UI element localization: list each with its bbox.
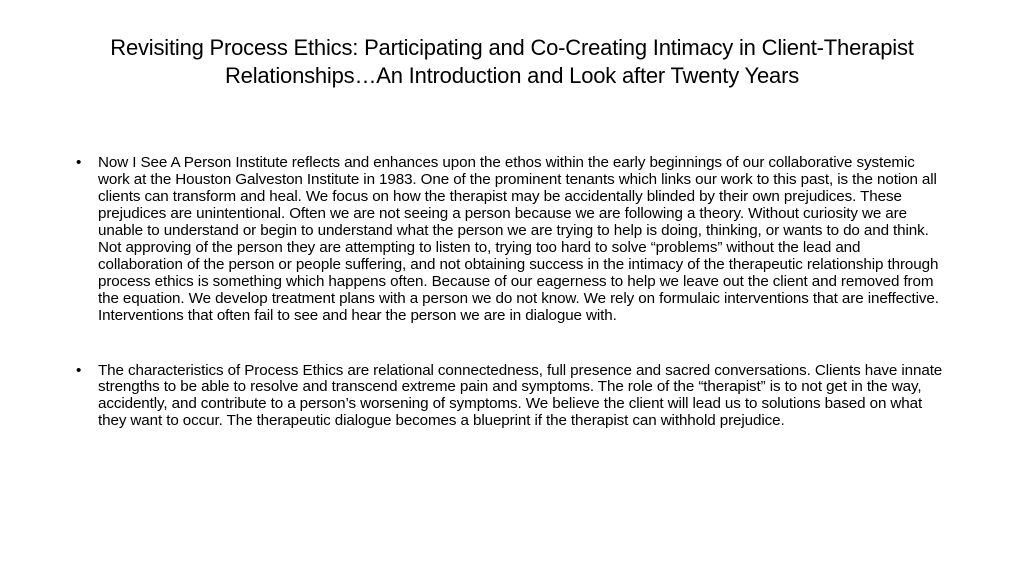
bullet-marker-icon: • (76, 154, 82, 171)
bullet-item-2 (76, 363, 946, 431)
bullet-marker-icon: • (76, 361, 82, 379)
bullet-text: The characteristics of Process Ethics are relational connectedness, full presence and sacred conversations. Clients have innate strengths to be able to resolve and transcend extreme pain and symptoms. The role of the “therapist” is to not get in the way, accidently, and contribute to a person’s worsening of symptoms. We believe the client will lead us to solutions based on what they want to occur. The therapeutic dialogue becomes a blueprint if the therapist can withhold prejudice. (98, 361, 943, 430)
bullet-item-1 (76, 155, 946, 325)
bullet-list (76, 155, 946, 430)
slide-title: Revisiting Process Ethics: Participating and Co-Creating Intimacy in Client-Therapist Relationships…An Introduction and Look after Twenty Years (110, 35, 914, 88)
bullet-text: Now I See A Person Institute reflects and enhances upon the ethos within the early beginnings of our collaborative systemic work at the Houston Galveston Institute in 1983. One of the prominent tenants which links our work to this past, is the notion all clients can transform and heal. We focus on how the therapist may be accidentally blinded by their own prejudices. These prejudices are unintentional. Often we are not seeing a person because we are following a theory. Without curiosity we are unable to understand or begin to understand what the person we are trying to help is doing, thinking, or wants to do and think. Not approving of the person they are attempting to listen to, trying too hard to solve “problems” without the lead and collaboration of the person or people suffering, and not obtaining success in the intimacy of the therapeutic relationship through process ethics is something which happens often. Because of our eagerness to help we leave out the client and removed from the equation. We develop treatment plans with a person we do not know. We rely on formulaic interventions that are ineffective. Interventions that often fail to see and hear the person we are in dialogue with. (98, 154, 939, 324)
